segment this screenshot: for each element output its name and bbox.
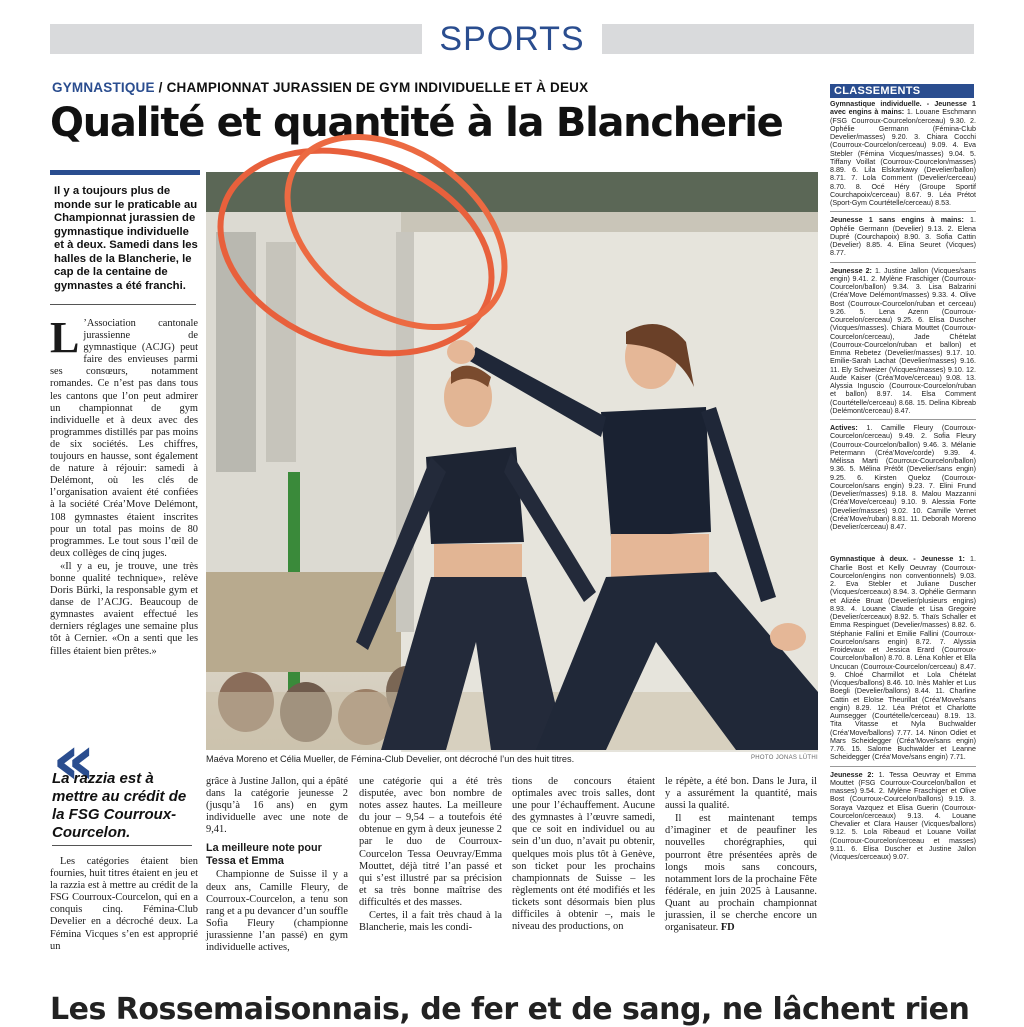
caption-text: Maéva Moreno et Célia Mueller, de Fémina-Club Develier, ont décroché l’un des huit titres. xyxy=(206,754,575,764)
article-column-1 xyxy=(50,313,198,659)
kicker-event: CHAMPIONNAT JURASSIEN DE GYM INDIVIDUELLE ET À DEUX xyxy=(166,80,589,95)
paragraph-text: Il est maintenant temps d’imaginer et de peaufiner les nouvelles chorégraphies, qui pourront être présentées après de longs mois sans concours, notamment lors de la prochaine Fête fédérale, en juin 2025 à Lausanne. Quant au prochain championnat jurassien, il se cherche encore un organisateur. xyxy=(665,813,817,934)
kicker-separator: / xyxy=(154,80,167,95)
article-column-2 xyxy=(206,776,348,955)
kicker-category: GYMNASTIQUE xyxy=(52,80,155,95)
pull-quote: La razzia est à mettre au crédit de la FSG Courroux-Courcelon. xyxy=(52,770,187,841)
results-text: 1. Camille Fleury (Courroux-Courcelon/cerceau) 9.49. 2. Sofia Fleury (Courroux-Courcelon/ballon) 9.46. 3. Mélanie Petermann (Créa’Move/corde) 9.39. 4. Mélissa Marti (Courroux-Courcelon/ballon) 9.36. 5. Mélina Prétôt (Develier/sans engin) 9.25. 6. Kirsten Queloz (Courroux-Courcelon/sans engin) 9.23. 7. Elini Frund (Develier/masses) 9.18. 8. Malou Mazzanni (Créa’Move/cerceau) 9.10. 9. Alessia Forte (Develier/masses) 9.02. 10. Camille Vernet (Créa’Move/ruban) 8.81. 11. Deborah Moreno (Develier/cerceau) 8.47. xyxy=(830,424,976,531)
article-paragraph xyxy=(665,813,817,934)
results-category: Jeunesse 2: xyxy=(830,770,874,779)
article-paragraph: Championne de Suisse il y a deux ans, Camille Fleury, de Courroux-Courcelon, a tenu son rang et a pu devancer d’un souffle Sofia Fleury (championne jurassienne l’an passé) en gym individuelle actives, xyxy=(206,869,348,954)
article-headline: Qualité et quantité à la Blancherie xyxy=(50,100,783,146)
article-paragraph: grâce à Justine Jallon, qui a épâté dans la catégorie jeunesse 2 (jusqu’à 16 ans) en gym individuelle avec une note de 9,41. xyxy=(206,776,348,836)
article-column-1-continued xyxy=(50,856,198,954)
article-subhead: La meilleure note pour Tessa et Emma xyxy=(206,842,322,867)
article-photo xyxy=(206,172,818,750)
classements-header: CLASSEMENTS xyxy=(830,84,974,98)
gymnasts-photo-illustration xyxy=(206,172,818,750)
section-header xyxy=(50,20,974,58)
results-block xyxy=(830,100,976,212)
article-paragraph: une catégorie qui a été très disputée, avec bon nombre de notes assez hautes. La meilleure du jour – 9,54 – a toutefois été obtenue en gym à deux jeunesse 2 par le duo de Courroux-Courcelon Tessa Oeuvray/Emma Mouttet, déjà titré l’an passé et qui s’est illustré par sa précision et sa très bonne maîtrise des difficultés et des masses. xyxy=(359,776,502,908)
results-text: 1. Justine Jallon (Vicques/sans engin) 9.41. 2. Mylène Fraschiger (Courroux-Courcelon/ballon) 9.34. 3. Lisa Balzarini (Créa’Move Delémont/masses) 9.33. 4. Olive Bost (Courroux-Courcelon/ruban et cerceau) 9.26. 5. Lena Azenn (Courroux-Courcelon/cerceau) 9.25. 6. Elisa Duscher (Vicques/masses). Chiara Mouttet (Courroux-Courcelon/cerceau), Jade Chételat (Courroux-Courcelon/ruban et ballon) et Emma Rebetez (Develier/masses) 9.17. 10. Emilie-Sarah Lachat (Develier/masses) 9.16. 11. Ely Schweizer (Vicques/masses) 9.10. 12. Aude Kaiser (Créa’Move/cerceau) 9.08. 13. Alyssia Inguscio (Courroux-Courcelon/ruban et ballon) 8.97. 14. Elsa Comment (Courtételle/cerceau) 8.68. 15. Delina Kibreab (Delémont/cerceau) 8.47. xyxy=(830,266,976,415)
results-category: Jeunesse 1 sans engins à mains: xyxy=(830,216,964,225)
article-paragraph: Certes, il a fait très chaud à la Blancherie, mais les condi- xyxy=(359,910,502,934)
section-rule-left xyxy=(50,24,422,54)
results-block xyxy=(830,216,976,262)
results-block xyxy=(830,424,976,535)
article-paragraph: «Il y a eu, je trouve, une très bonne qualité technique», relève Doris Bürki, la responsable gym et danse de l’ACJG. Beaucoup de gymnastes avaient effectué les derniers réglages une semaine plus tôt à Cernier. «On a senti que les filles étaient bien prêtes.» xyxy=(50,560,198,657)
article-paragraph: Les catégories étaient bien fournies, huit titres étaient en jeu et la razzia est à mettre au crédit de la FSG Courroux-Courcelon, qui en a conquis cinq. Fémina-Club Develier en a décroché deux. La Fémina Vicques s’en est approprié un xyxy=(50,856,198,952)
next-article-headline: Les Rossemaisonnais, de fer et de sang, ne lâchent rien xyxy=(50,992,970,1027)
results-block xyxy=(830,771,976,866)
results-block xyxy=(830,555,976,766)
photo-caption xyxy=(206,754,818,764)
results-text: 1. Charlie Bost et Kelly Oeuvray (Courroux-Courcelon/engins non conventionnels) 9.03. 2. Eva Stebler et Juliane Duscher (Vicques/cerceaux) 8.94. 3. Ophélie Germann et Alizée Bruat (Develier/plusieurs engins) 8.93. 4. Louane Claude et Lisa Gregoire (Develier/cerceaux) 8.92. 5. Thaïs Schaller et Emma Respinguet (Develier/masses) 8.82. 6. Stéphanie Fallini et Emilie Fallini (Courroux-Courcelon/sans engin) 8.72. 7. Alyssia Froidevaux et Jessica Erard (Courroux-Courcelon/ballon) 8.70. 8. Léna Kohler et Ella Uncucan (Courroux-Courcelon/cerceau) 8.47. 9. Chloé Charmillot et Lola Chételat (Vicques/ballons) 8.46. 10. Inès Mahler et Lus Boegli (Develier/ballons) 8.44. 11. Charline Cattin et Eloïse Theurillat (Créa’Move/sans engin) 8.29. 12. Léa Prétot et Charlotte Aumsegger (Courtételle/cerceau) 8.19. 13. Tita Vitasse et Nyla Buchwalder (Créa’Move/ballons) 7.77. 14. Ninon Odiet et Mars Scheidegger (Créa’Move/sans engin) 7.76. 15. Salome Buchwalder et Leanne Scheidegger (Créa’Move/sans engin) 7.71. xyxy=(830,555,976,762)
section-title: SPORTS xyxy=(439,20,585,58)
author-signature: FD xyxy=(720,922,735,934)
article-column-3 xyxy=(359,776,502,935)
results-category: Actives: xyxy=(830,424,858,432)
quote-mark-icon: ‹‹ xyxy=(52,719,82,801)
article-kicker xyxy=(52,80,588,95)
results-category: Gymnastique à deux. - Jeunesse 1: xyxy=(830,555,965,564)
article-paragraph: le répète, a été bon. Dans le Jura, il y a assurément la quantité, mais aussi la qualité. xyxy=(665,776,817,812)
results-block xyxy=(830,267,976,421)
classements-list xyxy=(830,100,976,1005)
section-rule-right xyxy=(602,24,974,54)
article-column-4 xyxy=(512,776,655,934)
paragraph-text: ’Association cantonale jurassienne de gymnastique (ACJG) peut faire des envieuses parmi ses consœurs, notamment romandes. Ce n’est pas dans tous les cantons que l’on peut admirer un championnat de gym individuelle et à deux avec des programmes distillés par pas moins de six sociétés. Les chiffres, toujours en hausse, sont également de nature à réjouir: samedi à Delémont, où les clés de l’organisation avaient été confiées à la société Créa’Move Delémont, 108 gymnastes étaient inscrites pour un total pas moins de 80 programmes. Le tout sous l’œil de deux collèges de cinq juges. xyxy=(50,318,198,559)
photo-credit: PHOTO JONAS LÜTHI xyxy=(751,755,818,761)
lead-divider xyxy=(50,304,196,305)
results-text: 1. Tessa Oeuvray et Emma Mouttet (FSG Courroux-Courcelon/ballon et masses) 9.54. 2. Mylène Fraschiger et Olive Bost (Courroux-Courcelon/ballons) 9.19. 3. Soraya Vazquez et Elisa Guerin (Courroux-Courcelon/cerceaux) 9.13. 4. Louane Chevalier et Clara Hauser (Vicques/ballons) 9.12. 5. Lola Ribeaud et Louane Voillat (Courroux-Courcelon/cerceau et masses) 9.11. 6. Elisa Duscher et Justine Jallon (Vicques/cerceaux) 9.07. xyxy=(830,770,976,861)
results-text: 1. Louane Eschmann (FSG Courroux-Courcelon/cerceau) 9.30. 2. Ophélie Germann (Fémina-Club Develier/masses) 9.20. 3. Chiara Cocchi (Courroux-Courcelon/cerceau) 9.09. 4. Eva Stebler (Fémina Vicques/masses) 9.04. 5. Tiffany Voillat (Courroux-Courcelon/masses) 8.89. 6. Lila Elskarkawy (Develier/ballon) 8.71. 7. Lola Comment (Develier/cerceau) 8.70. 8. Océ Héry (Groupe Sportif Courchapoix/cerceau) 8.67. 9. Léa Prétot (Sport-Gym Courtételle/cerceau) 8.53. xyxy=(830,108,976,207)
results-category: Jeunesse 2: xyxy=(830,266,872,275)
quote-divider xyxy=(52,845,192,846)
article-column-5 xyxy=(665,776,817,935)
results-category: Gymnastique individuelle. - Jeunesse 1 avec engins à mains: xyxy=(830,100,976,117)
article-paragraph: tions de concours étaient optimales avec trois salles, dont une pour l’échauffement. Aucune des gymnastes à l’œuvre samedi, que ce soit en individuel ou au sein d’un duo, n’avait pu obtenir, quelques mois plus tôt à Genève, son ticket pour les prochains championnats de Suisse – les règlements ont été modifiés et les tickets sont désormais bien plus difficiles à obtenir –, mais le niveau des productions, on xyxy=(512,776,655,933)
drop-cap: L xyxy=(50,313,80,362)
article-paragraph xyxy=(50,313,198,560)
results-text: 1. Ophélie Germann (Develier) 9.13. 2. Elena Dupré (Courchapoix) 8.90. 3. Sofia Cattin (Develier) 8.85. 4. Elina Seuret (Vicques) 8.77. xyxy=(830,216,976,258)
article-lead: Il y a toujours plus de monde sur le praticable au Championnat jurassien de gymnastique individuelle et à deux. Samedi dans les halles de la Blancherie, le cap de la centaine de gymnastes a été franchi. xyxy=(50,170,200,293)
